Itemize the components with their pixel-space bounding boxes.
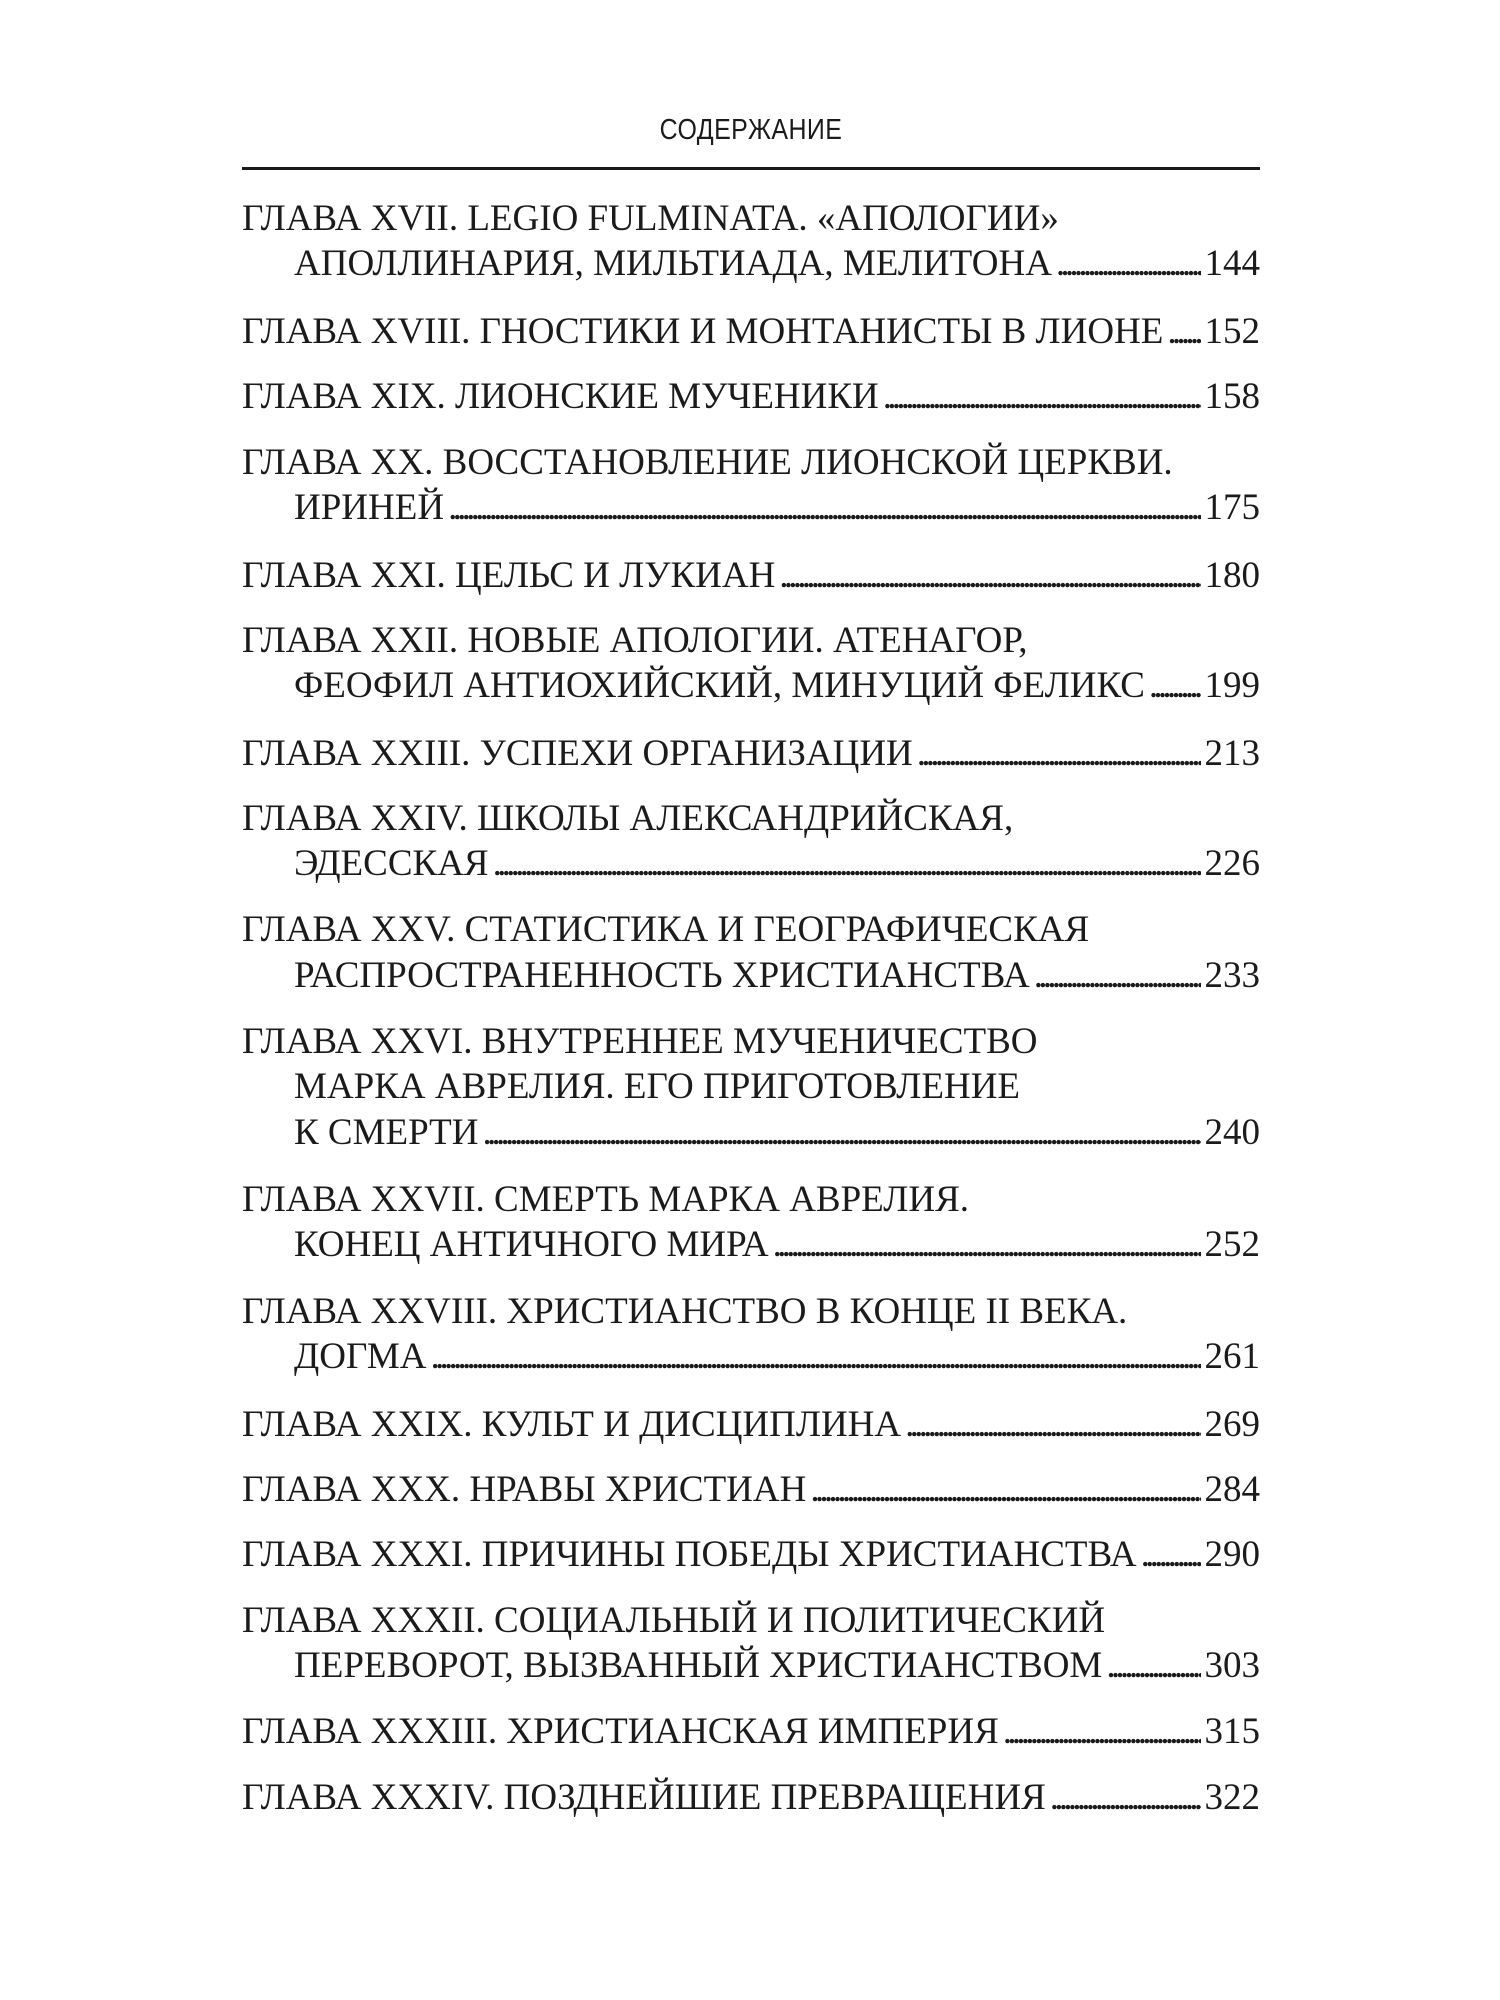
chapter-title-text: ГЛАВА XXXI. ПРИЧИНЫ ПОБЕДЫ ХРИСТИАНСТВА [242,1534,1137,1575]
chapter-title-text: ГЛАВА XXV. СТАТИСТИКА И ГЕОГРАФИЧЕСКАЯ [242,909,1090,950]
chapter-title-text: ФЕОФИЛ АНТИОХИЙСКИЙ, МИНУЦИЙ ФЕЛИКС [294,665,1145,706]
page-number: 315 [1204,1711,1260,1752]
toc-entry-line-with-page [294,1334,1260,1379]
page-number: 303 [1204,1645,1260,1686]
toc-entry-line [242,618,1260,663]
toc-entry-line [242,1177,1260,1222]
dot-leader [430,1334,1200,1379]
toc-entry-line-with-page [242,1467,1260,1512]
toc-entry-line [242,1019,1260,1064]
page-number: 180 [1204,555,1260,596]
toc-entry-line [242,440,1260,485]
page-number: 144 [1204,243,1260,284]
dot-leader [482,1110,1200,1155]
dot-leader [1034,953,1201,998]
toc-entry-line-with-page [242,1709,1260,1754]
toc-entry-line-with-page [242,309,1260,354]
dot-leader [883,374,1201,419]
chapter-title-text: ГЛАВА XXII. НОВЫЕ АПОЛОГИИ. АТЕНАГОР, [242,620,1028,661]
chapter-title-text: ГЛАВА XXIX. КУЛЬТ И ДИСЦИПЛИНА [242,1404,902,1445]
dot-leader [1003,1709,1201,1754]
toc-entry-line-with-page [294,663,1260,708]
toc-entry-line [242,796,1260,841]
dot-leader [917,731,1201,776]
page-number: 213 [1204,733,1260,774]
chapter-title-text: ГЛАВА XXIV. ШКОЛЫ АЛЕКСАНДРИЙСКАЯ, [242,798,1014,839]
chapter-title-text: МАРКА АВРЕЛИЯ. ЕГО ПРИГОТОВЛЕНИЕ [294,1066,1021,1107]
toc-entry-line-with-page [242,731,1260,776]
dot-leader [448,485,1200,530]
dot-leader [1167,309,1200,354]
chapter-title-text: ГЛАВА XIX. ЛИОНСКИЕ МУЧЕНИКИ [242,376,879,417]
page-number: 152 [1204,311,1260,352]
dot-leader [1149,663,1201,708]
page-number: 233 [1204,955,1260,996]
toc-entry-line [242,1289,1260,1334]
toc-entry-line-with-page [242,1775,1260,1820]
toc-entry-line-with-page [294,841,1260,886]
chapter-title-text: ГЛАВА XXIII. УСПЕХИ ОРГАНИЗАЦИИ [242,733,913,774]
running-head: СОДЕРЖАНИЕ [659,114,843,146]
chapter-title-text: КОНЕЦ АНТИЧНОГО МИРА [294,1224,769,1265]
chapter-title-text: ГЛАВА XXI. ЦЕЛЬС И ЛУКИАН [242,555,776,596]
toc-entry-line-with-page [294,1222,1260,1267]
toc-entry-line-with-page [294,485,1260,530]
page-number: 290 [1204,1534,1260,1575]
chapter-title-text: РАСПРОСТРАНЕННОСТЬ ХРИСТИАНСТВА [294,955,1030,996]
dot-leader [810,1467,1200,1512]
chapter-title-text: АПОЛЛИНАРИЯ, МИЛЬТИАДА, МЕЛИТОНА [294,243,1052,284]
toc-entry-line-with-page [294,953,1260,998]
page-number: 322 [1204,1777,1260,1818]
page-number: 226 [1204,843,1260,884]
page-number: 269 [1204,1404,1260,1445]
chapter-title-text: ГЛАВА XXXIV. ПОЗДНЕЙШИЕ ПРЕВРАЩЕНИЯ [242,1777,1046,1818]
dot-leader [493,841,1201,886]
toc-entry-line-with-page [294,1110,1260,1155]
chapter-title-text: ЭДЕССКАЯ [294,843,489,884]
page-number: 252 [1204,1224,1260,1265]
toc-entry-line-with-page [294,241,1260,286]
chapter-title-text: ИРИНЕЙ [294,487,445,528]
chapter-title-text: ГЛАВА XXVIII. ХРИСТИАНСТВО В КОНЦЕ II ВЕКА. [242,1291,1128,1332]
toc-entry-line [242,907,1260,952]
chapter-title-text: ГЛАВА XXXIII. ХРИСТИАНСКАЯ ИМПЕРИЯ [242,1711,999,1752]
chapter-title-text: ГЛАВА XXX. НРАВЫ ХРИСТИАН [242,1469,807,1510]
page-number: 284 [1204,1469,1260,1510]
chapter-title-text: ГЛАВА XXVI. ВНУТРЕННЕЕ МУЧЕНИЧЕСТВО [242,1021,1038,1062]
chapter-title-text: ДОГМА [294,1336,427,1377]
chapter-title-text: ГЛАВА XXVII. СМЕРТЬ МАРКА АВРЕЛИЯ. [242,1179,970,1220]
toc-entry-line-with-page [242,374,1260,419]
page-number: 199 [1204,665,1260,706]
chapter-title-text: ГЛАВА XXXII. СОЦИАЛЬНЫЙ И ПОЛИТИЧЕСКИЙ [242,1600,1106,1641]
dot-leader [1141,1532,1201,1577]
toc-entry-line-with-page [294,1643,1260,1688]
page-number: 240 [1204,1112,1260,1153]
toc-entry-line-with-page [242,1402,1260,1447]
page-number: 175 [1204,487,1260,528]
toc-entry-line [294,1064,1260,1109]
dot-leader [1106,1643,1200,1688]
dot-leader [773,1222,1201,1267]
dot-leader [1050,1775,1201,1820]
chapter-title-text: ПЕРЕВОРОТ, ВЫЗВАННЫЙ ХРИСТИАНСТВОМ [294,1645,1103,1686]
toc-entry-line [242,196,1260,241]
dot-leader [1056,241,1201,286]
chapter-title-text: К СМЕРТИ [294,1112,479,1153]
chapter-title-text: ГЛАВА XX. ВОССТАНОВЛЕНИЕ ЛИОНСКОЙ ЦЕРКВИ. [242,442,1173,483]
table-of-contents [242,0,1260,2000]
chapter-title-text: ГЛАВА XVII. LEGIO FULMINATA. «АПОЛОГИИ» [242,198,1059,239]
toc-entry-line-with-page [242,1532,1260,1577]
dot-leader [905,1402,1200,1447]
toc-entry-line [242,1598,1260,1643]
page-number: 261 [1204,1336,1260,1377]
toc-entry-line-with-page [242,553,1260,598]
dot-leader [779,553,1200,598]
page-number: 158 [1204,376,1260,417]
chapter-title-text: ГЛАВА XVIII. ГНОСТИКИ И МОНТАНИСТЫ В ЛИОНЕ [242,311,1164,352]
